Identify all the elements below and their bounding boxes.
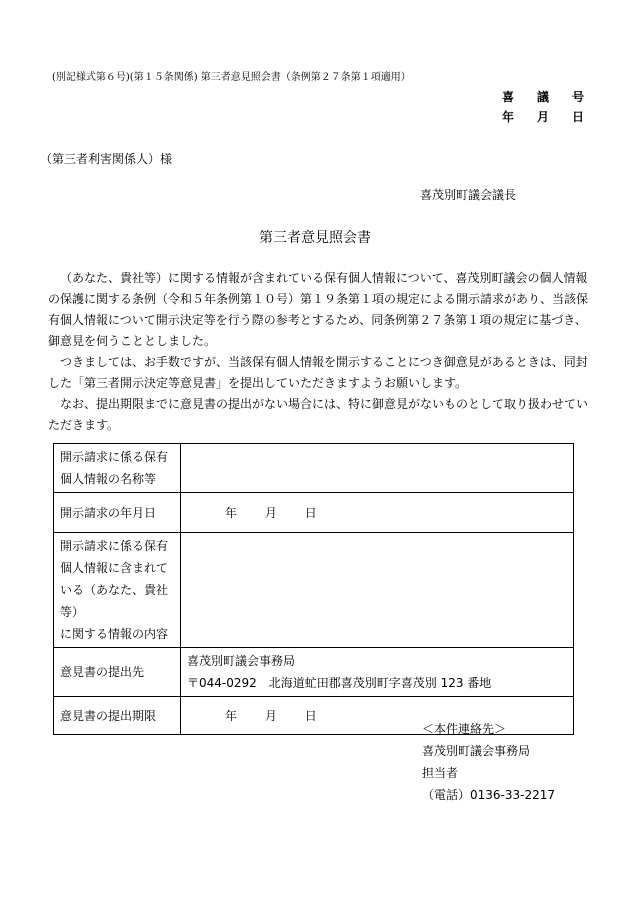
body-text <box>48 268 588 436</box>
label-line: 開示請求に係る保有 <box>60 539 169 553</box>
doc-number-part: 議 <box>536 90 549 104</box>
form-header-note: (別記様式第６号)(第１５条関係) 第三者意見照会書（条例第２７条第１項適用） <box>52 72 411 83</box>
contact-office: 喜茂別町議会事務局 <box>422 744 531 758</box>
info-table <box>53 443 574 735</box>
date-part: 月 <box>264 505 277 520</box>
body-paragraph: つきましては、お手数ですが、当該保有個人情報を開示することにつき御意見があるときは、同封した「第三者開示決定等意見書」を提出していただきますようお願いします。 <box>48 355 588 390</box>
doc-date-part: 月 <box>536 110 549 124</box>
label-line: に関する情報の内容 <box>60 627 169 641</box>
submission-address <box>181 648 574 697</box>
date-part: 月 <box>264 708 277 723</box>
table-label <box>54 444 181 493</box>
date-part: 年 <box>225 708 238 723</box>
document-title: 第三者意見照会書 <box>259 230 371 246</box>
table-row <box>54 533 574 648</box>
contact-phone: （電話）0136-33-2217 <box>422 788 556 802</box>
doc-date-part: 年 <box>502 110 515 124</box>
date-part: 日 <box>304 505 317 520</box>
table-value-empty <box>181 444 574 493</box>
table-label <box>54 533 181 648</box>
date-part: 日 <box>304 708 317 723</box>
table-row <box>54 648 574 697</box>
table-label: 開示請求の年月日 <box>54 493 181 533</box>
document-date <box>502 108 584 125</box>
table-value-empty <box>181 533 574 648</box>
sender: 喜茂別町議会議長 <box>420 188 517 202</box>
contact-heading: ＜本件連絡先＞ <box>422 722 507 736</box>
office-address: 〒044-0292 北海道虻田郡喜茂別町字喜茂別 123 番地 <box>187 676 492 690</box>
contact-person: 担当者 <box>422 766 459 780</box>
office-name: 喜茂別町議会事務局 <box>187 654 296 668</box>
label-line: 開示請求に係る保有 <box>60 450 169 464</box>
doc-number-part: 喜 <box>502 90 515 104</box>
table-row <box>54 493 574 533</box>
doc-number-part: 号 <box>571 90 584 104</box>
doc-date-part: 日 <box>571 110 584 124</box>
addressee: （第三者利害関係人）様 <box>40 152 173 166</box>
body-paragraph: なお、提出期限までに意見書の提出がない場合には、特に御意見がないものとして取り扱わせていただきます。 <box>48 397 589 432</box>
date-part: 年 <box>225 505 238 520</box>
label-line: いる（あなた、貴社等） <box>60 583 169 619</box>
table-row <box>54 444 574 493</box>
label-line: 個人情報に含まれて <box>60 561 169 575</box>
label-line: 個人情報の名称等 <box>60 472 157 486</box>
table-date-value <box>181 493 574 533</box>
document-number <box>502 88 584 105</box>
table-label: 意見書の提出期限 <box>54 697 181 735</box>
table-label: 意見書の提出先 <box>54 648 181 697</box>
body-paragraph: （あなた、貴社等）に関する情報が含まれている保有個人情報について、喜茂別町議会の個人情報の保護に関する条例（令和５年条例第１０号）第１９条第１項の規定による開示請求があり、当該保有個人情報について開示決定等を行う際の参考とするため、同条例第２７条第１項の規定に基づき、御意見を伺うこととしました。 <box>48 271 589 348</box>
contact-block <box>422 718 555 806</box>
